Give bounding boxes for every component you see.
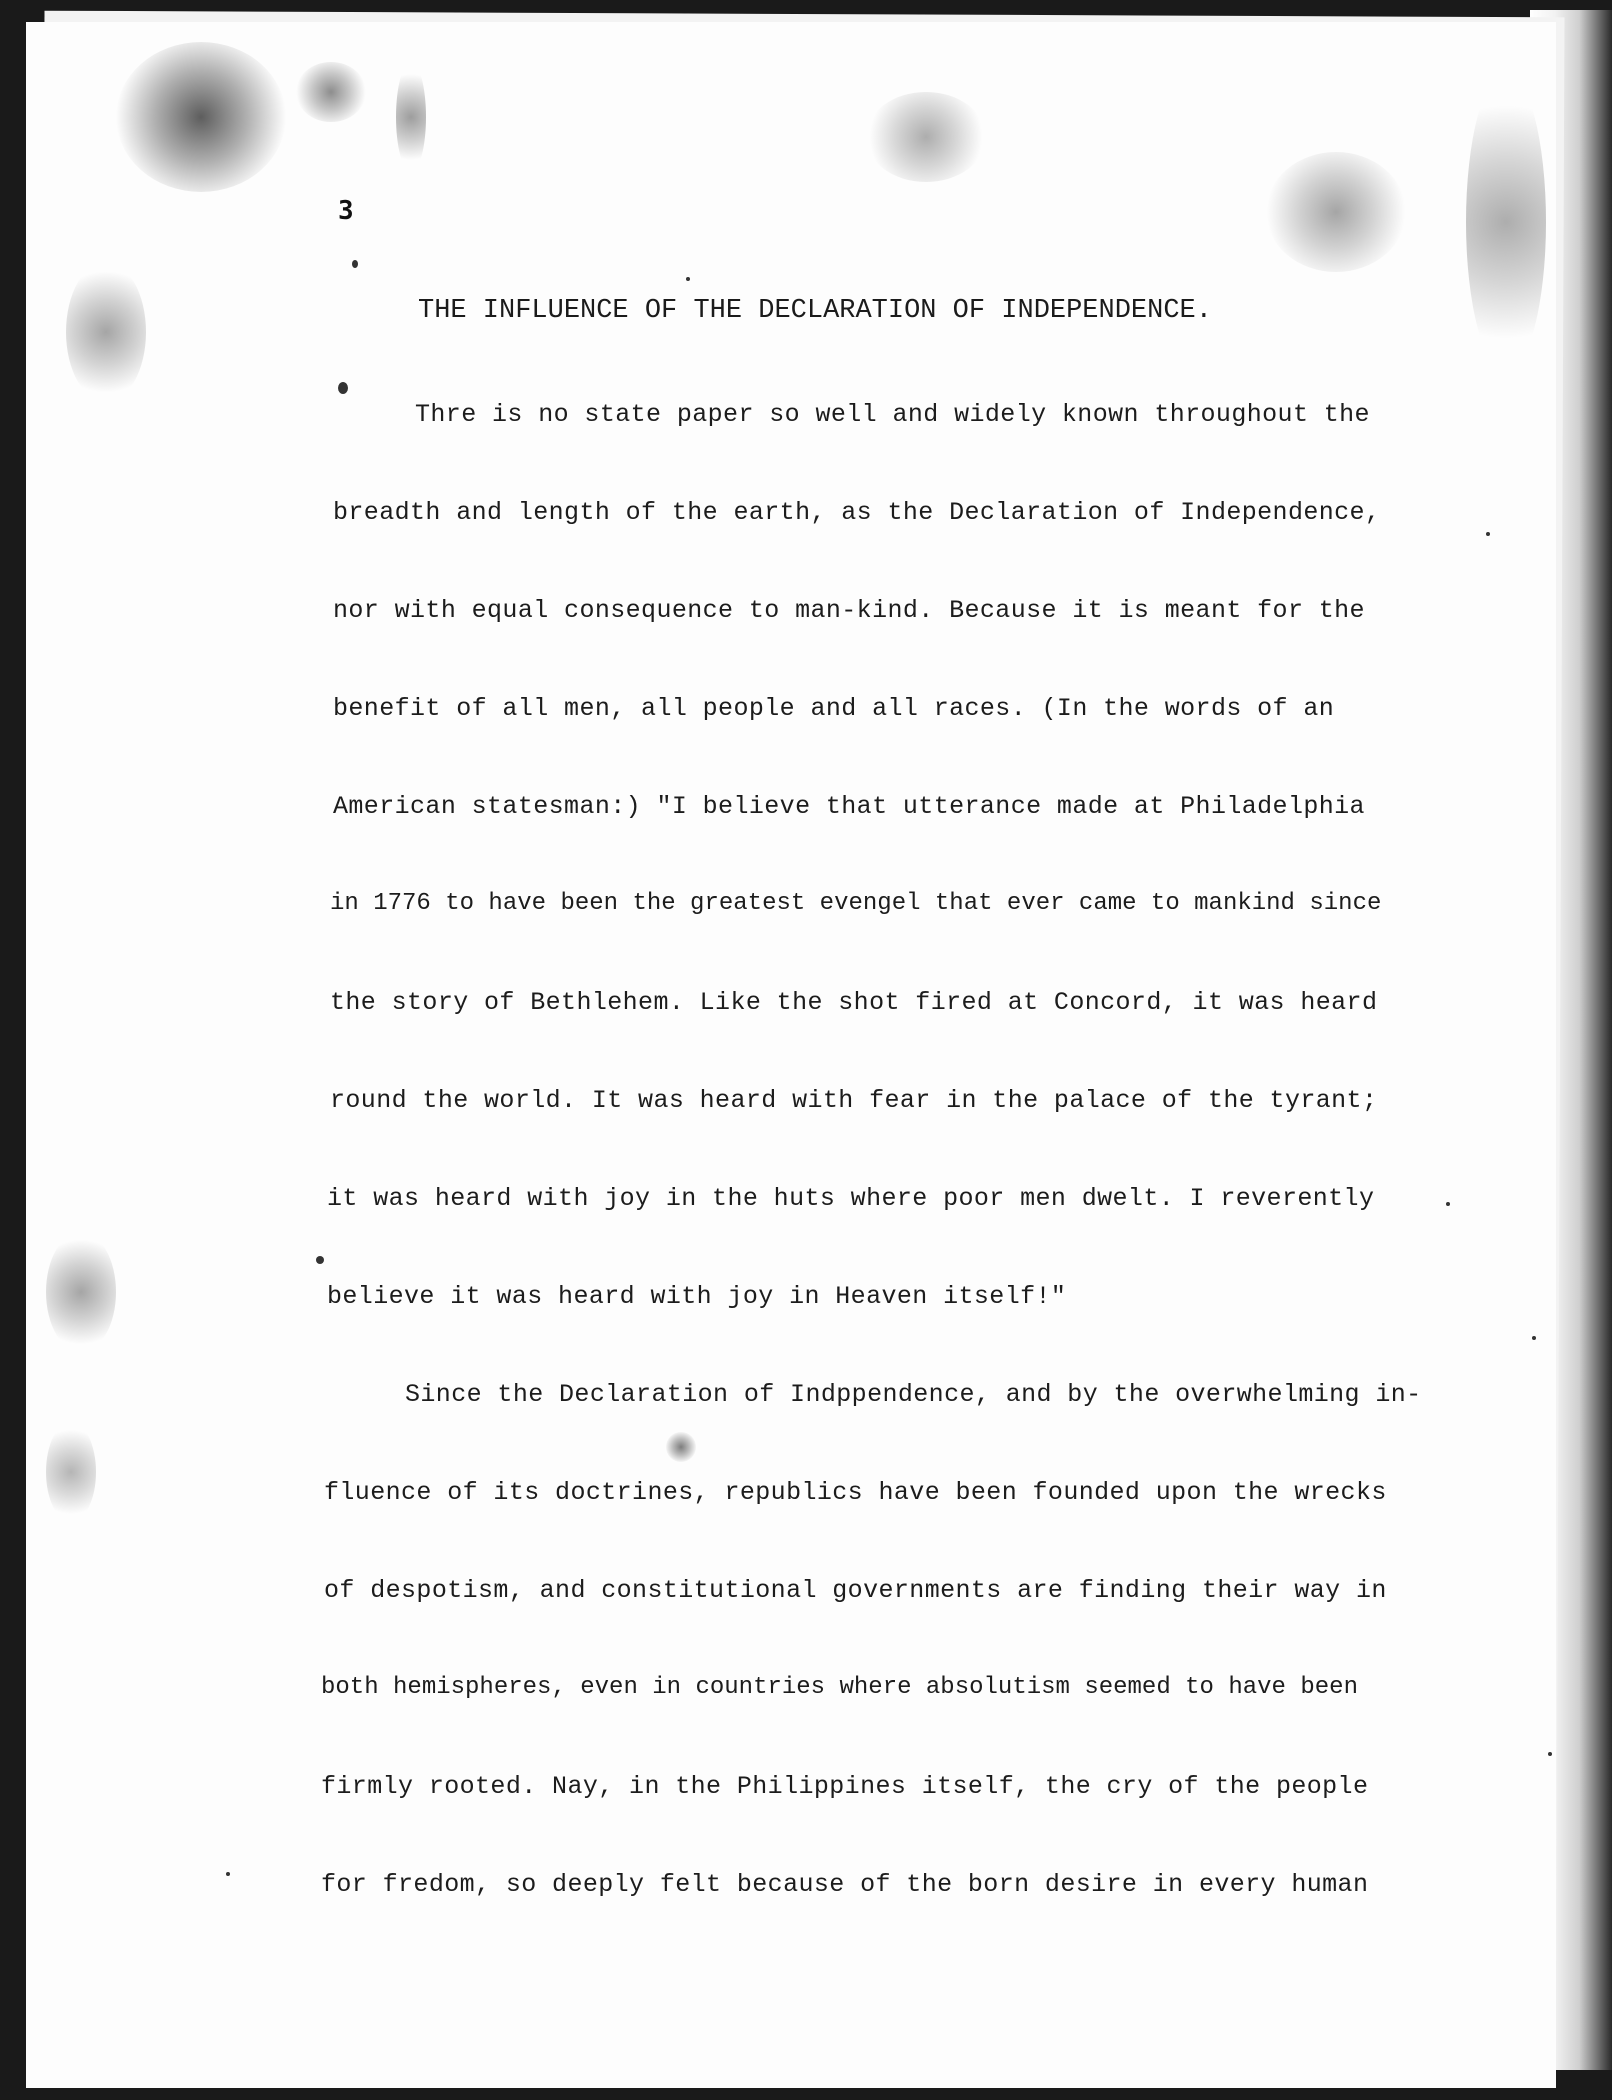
ink-smudge: [866, 92, 986, 182]
page-number: 3: [338, 196, 354, 226]
body-line: firmly rooted. Nay, in the Philippines itself, the cry of the people: [321, 1772, 1369, 1801]
body-line: American statesman:) "I believe that utterance made at Philadelphia: [333, 792, 1365, 821]
ink-speck: [1532, 1336, 1536, 1340]
body-line: it was heard with joy in the huts where poor men dwelt. I reverently: [327, 1184, 1375, 1213]
body-line: Since the Declaration of Indppendence, and by the overwhelming in-: [405, 1380, 1422, 1409]
ink-speck: [352, 260, 358, 268]
body-line: Thre is no state paper so well and widely known throughout the: [415, 400, 1370, 429]
body-line: benefit of all men, all people and all races. (In the words of an: [333, 694, 1335, 723]
ink-speck: [338, 382, 348, 394]
body-line: the story of Bethlehem. Like the shot fired at Concord, it was heard: [330, 988, 1378, 1017]
ink-smudge: [46, 1422, 96, 1522]
ink-smudge: [66, 262, 146, 402]
body-line: believe it was heard with joy in Heaven itself!": [327, 1282, 1067, 1311]
body-line: both hemispheres, even in countries where absolutism seemed to have been: [321, 1674, 1358, 1701]
ink-smudge: [116, 42, 286, 192]
body-line: in 1776 to have been the greatest evengel that ever came to mankind since: [330, 890, 1382, 917]
ink-smudge: [1266, 152, 1406, 272]
body-line: fluence of its doctrines, republics have been founded upon the wrecks: [324, 1478, 1387, 1507]
body-line: for fredom, so deeply felt because of the born desire in every human: [321, 1870, 1369, 1899]
ink-smudge: [666, 1432, 696, 1462]
ink-smudge: [396, 62, 426, 172]
ink-speck: [1446, 1202, 1450, 1206]
body-line: breadth and length of the earth, as the Declaration of Independence,: [333, 498, 1381, 527]
body-line: round the world. It was heard with fear in the palace of the tyrant;: [330, 1086, 1378, 1115]
ink-speck: [686, 277, 690, 281]
document-title: THE INFLUENCE OF THE DECLARATION OF INDEPENDENCE.: [418, 296, 1212, 326]
body-line: nor with equal consequence to man-kind. Because it is meant for the: [333, 596, 1365, 625]
body-line: of despotism, and constitutional governments are finding their way in: [324, 1576, 1387, 1605]
ink-smudge: [46, 1232, 116, 1352]
ink-speck: [226, 1872, 230, 1876]
ink-smudge: [296, 62, 366, 122]
ink-speck: [316, 1256, 324, 1264]
ink-speck: [1486, 532, 1490, 536]
ink-smudge: [1466, 72, 1546, 372]
ink-speck: [1548, 1752, 1552, 1756]
